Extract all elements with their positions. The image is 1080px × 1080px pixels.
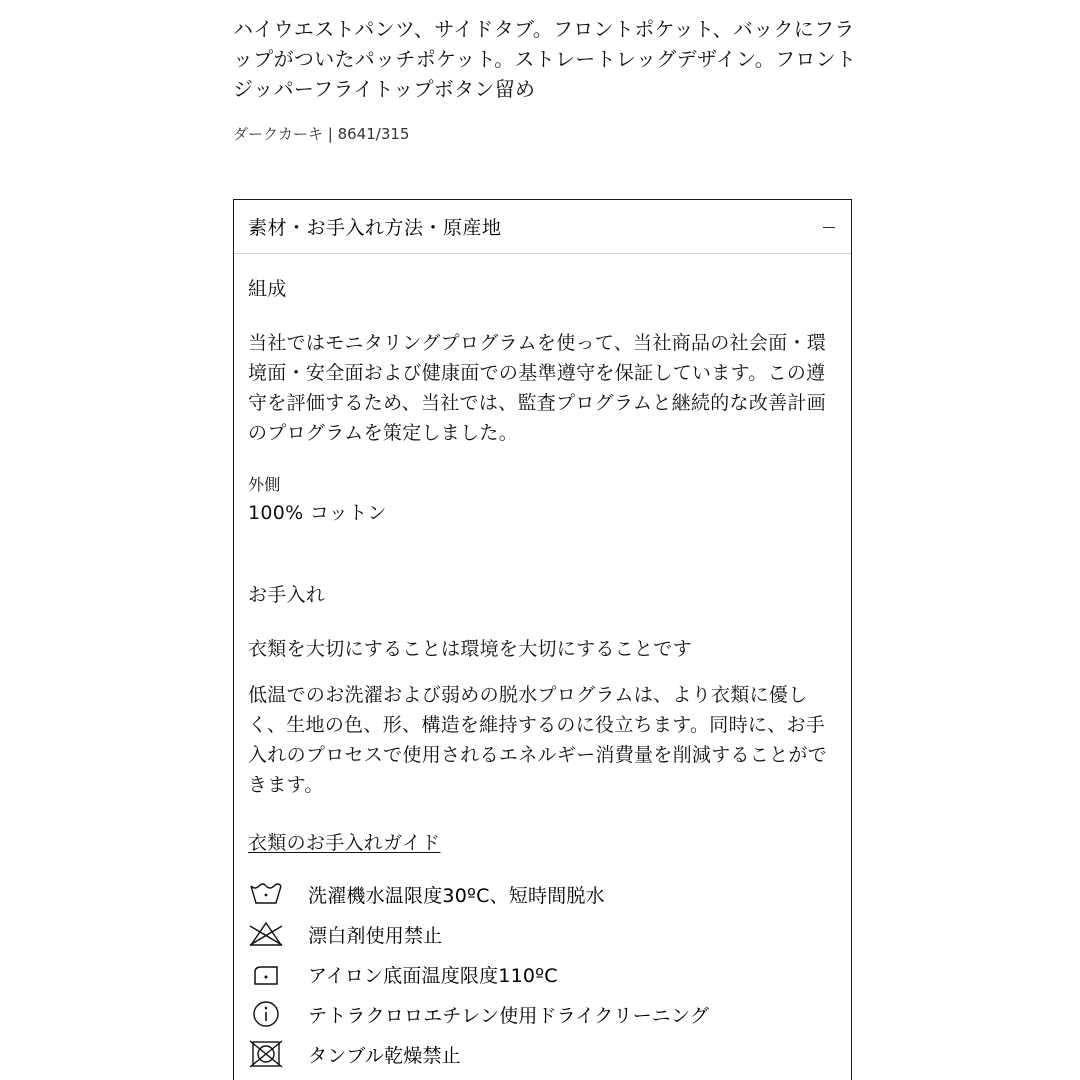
- product-color-reference: ダークカーキ | 8641/315: [233, 125, 410, 143]
- minus-icon[interactable]: [823, 220, 837, 234]
- wash-30-icon: [246, 878, 286, 910]
- outer-material-value: 100% コットン: [248, 502, 387, 524]
- care-text: 低温でのお洗濯および弱めの脱水プログラムは、より衣類に優しく、生地の色、形、構造を維持するのに役立ちます。同時に、お手入れのプロセスで使用されるエネルギー消費量を削減することができます。: [248, 684, 828, 796]
- outer-label: 外側: [248, 475, 281, 494]
- care-item-label: テトラクロロエチレン使用ドライクリーニング: [308, 1004, 710, 1027]
- care-item-label: タンブル乾燥禁止: [308, 1044, 461, 1067]
- care-item-label: 漂白剤使用禁止: [308, 924, 443, 947]
- composition-text: 当社ではモニタリングプログラムを使って、当社商品の社会面・環境面・安全面および健康面での基準遵守を保証しています。この遵守を評価するため、当社では、監査プログラムと継続的な改善計画のプログラムを策定しました。: [248, 332, 827, 444]
- care-guide-link[interactable]: 衣類のお手入れガイド: [248, 832, 441, 854]
- care-item-label: 洗濯機水温限度30ºC、短時間脱水: [308, 884, 605, 907]
- care-item-wash: [246, 878, 605, 910]
- panel-title: 素材・お手入れ方法・原産地: [248, 217, 502, 239]
- dry-clean-p-icon: [246, 998, 286, 1030]
- care-heading: お手入れ: [248, 584, 326, 606]
- no-bleach-icon: [246, 918, 286, 950]
- materials-care-panel: [233, 199, 852, 1080]
- care-item-label: アイロン底面温度限度110ºC: [308, 964, 558, 987]
- care-item-tumble: [246, 1038, 461, 1070]
- care-intro: 衣類を大切にすることは環境を大切にすることです: [248, 638, 692, 660]
- no-tumble-dry-icon: [246, 1038, 286, 1070]
- care-item-iron: [246, 958, 558, 990]
- iron-110-icon: [246, 958, 286, 990]
- composition-heading: 組成: [248, 278, 287, 300]
- materials-care-panel-header[interactable]: [234, 200, 851, 254]
- care-item-dry-clean: [246, 998, 709, 1030]
- product-description: ハイウエストパンツ、サイドタブ。フロントポケット、バックにフラップがついたパッチポケット。ストレートレッグデザイン。フロントジッパーフライトップボタン留め: [233, 17, 857, 101]
- care-item-bleach: [246, 918, 442, 950]
